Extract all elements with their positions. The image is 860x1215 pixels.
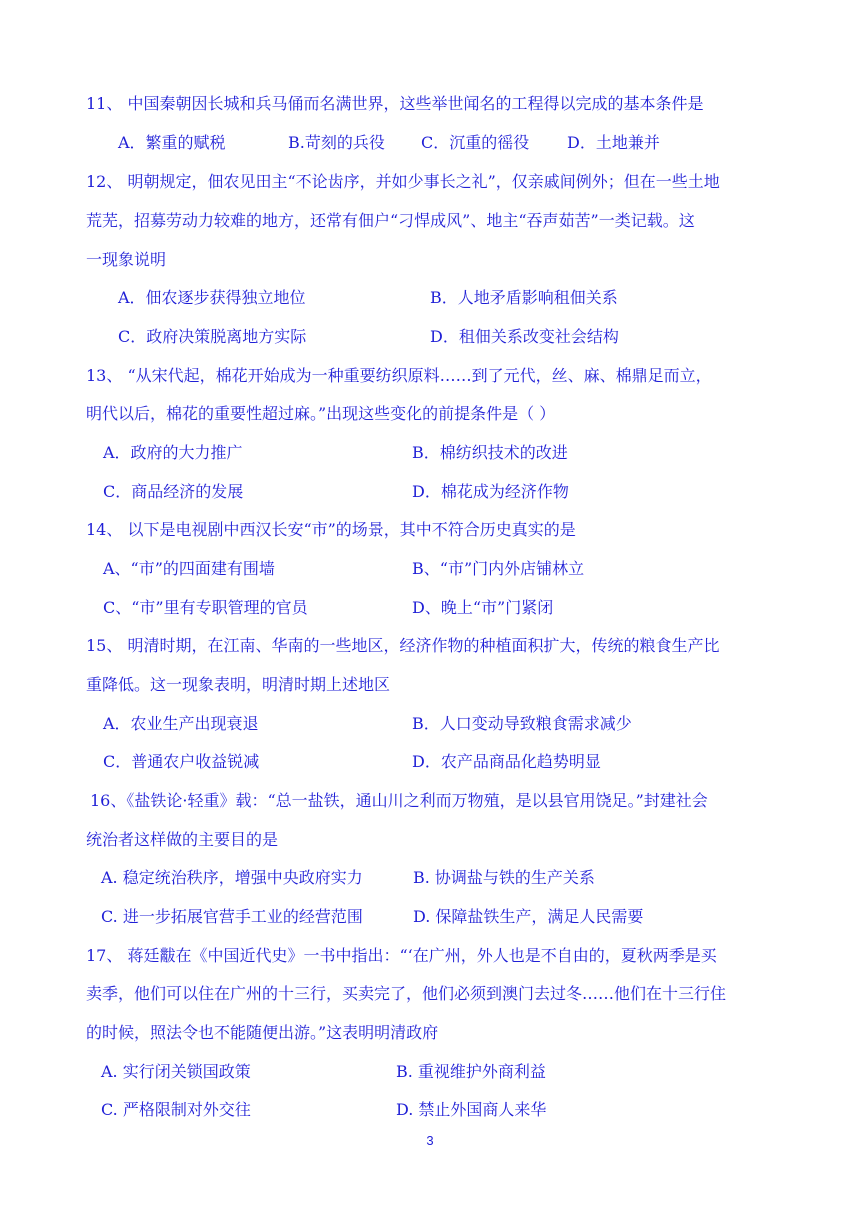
- page-number: 3: [426, 1133, 434, 1148]
- q17-option-b: B. 重视维护外商利益: [396, 1062, 546, 1081]
- q12-option-a: A．佃农逐步获得独立地位: [118, 288, 306, 307]
- q14-option-d: D、晚上“市”门紧闭: [412, 598, 554, 617]
- q15-option-c: C．普通农户收益锐减: [103, 752, 260, 771]
- question-14-stem: 14、 以下是电视剧中西汉长安“市”的场景，其中不符合历史真实的是: [86, 520, 576, 539]
- question-17-stem-line-1: 17、 蒋廷黻在《中国近代史》一书中指出：“‘在广州，外人也是不自由的，夏秋两季是买: [86, 946, 717, 965]
- q12-option-c: C．政府决策脱离地方实际: [118, 327, 307, 346]
- q13-option-c: C．商品经济的发展: [103, 482, 244, 501]
- q15-option-a: A．农业生产出现衰退: [103, 714, 259, 733]
- q12-option-d: D．租佃关系改变社会结构: [430, 327, 619, 346]
- q14-option-a: A、“市”的四面建有围墙: [103, 559, 275, 578]
- q17-option-a: A. 实行闭关锁国政策: [101, 1062, 251, 1081]
- question-12-stem-line-3: 一现象说明: [86, 250, 167, 269]
- q11-option-b: B.苛刻的兵役: [288, 133, 385, 152]
- q13-option-d: D．棉花成为经济作物: [412, 482, 569, 501]
- question-15-stem-line-1: 15、 明清时期，在江南、华南的一些地区，经济作物的种植面积扩大，传统的粮食生产比: [86, 636, 720, 655]
- question-16-stem-line-1: 16、《盐铁论·轻重》载：“总一盐铁，通山川之利而万物殖，是以县官用饶足。”封建社会: [90, 791, 708, 810]
- q16-option-b: B. 协调盐与铁的生产关系: [413, 868, 595, 887]
- q16-option-c: C. 进一步拓展官营手工业的经营范围: [101, 907, 363, 926]
- question-16-stem-line-2: 统治者这样做的主要目的是: [86, 830, 279, 849]
- q13-option-b: B．棉纺织技术的改进: [412, 443, 568, 462]
- q11-option-a: A．繁重的赋税: [118, 133, 226, 152]
- q16-option-d: D. 保障盐铁生产，满足人民需要: [413, 907, 644, 926]
- q13-option-a: A．政府的大力推广: [103, 443, 243, 462]
- question-15-stem-line-2: 重降低。这一现象表明，明清时期上述地区: [86, 675, 391, 694]
- q17-option-d: D. 禁止外国商人来华: [396, 1100, 547, 1119]
- q17-option-c: C. 严格限制对外交往: [101, 1100, 251, 1119]
- question-12-stem-line-2: 荒芜，招募劳动力较难的地方，还常有佃户“刁悍成风”、地主“吞声茹苦”一类记载。这: [86, 211, 695, 230]
- q11-option-c: C．沉重的徭役: [421, 133, 530, 152]
- q15-option-d: D．农产品商品化趋势明显: [412, 752, 601, 771]
- question-17-stem-line-2: 卖季，他们可以住在广州的十三行，买卖完了，他们必须到澳门去过冬……他们在十三行住: [86, 984, 727, 1003]
- question-17-stem-line-3: 的时候，照法令也不能随便出游。”这表明明清政府: [86, 1023, 439, 1042]
- q14-option-c: C、“市”里有专职管理的官员: [103, 598, 308, 617]
- question-13-stem-line-1: 13、 “从宋代起，棉花开始成为一种重要纺织原料……到了元代，丝、麻、棉鼎足而立，: [86, 366, 712, 385]
- q16-option-a: A. 稳定统治秩序，增强中央政府实力: [101, 868, 363, 887]
- q11-option-d: D．土地兼并: [567, 133, 660, 152]
- q14-option-b: B、“市”门内外店铺林立: [412, 559, 585, 578]
- question-12-stem-line-1: 12、 明朝规定，佃农见田主“不论齿序，并如少事长之礼”，仅亲戚间例外；但在一些土地: [86, 172, 720, 191]
- question-13-stem-line-2: 明代以后，棉花的重要性超过麻。”出现这些变化的前提条件是（ ）: [86, 404, 556, 423]
- q15-option-b: B．人口变动导致粮食需求减少: [412, 714, 632, 733]
- question-11-stem: 11、 中国秦朝因长城和兵马俑而名满世界，这些举世闻名的工程得以完成的基本条件是: [86, 94, 704, 113]
- q12-option-b: B．人地矛盾影响租佃关系: [430, 288, 618, 307]
